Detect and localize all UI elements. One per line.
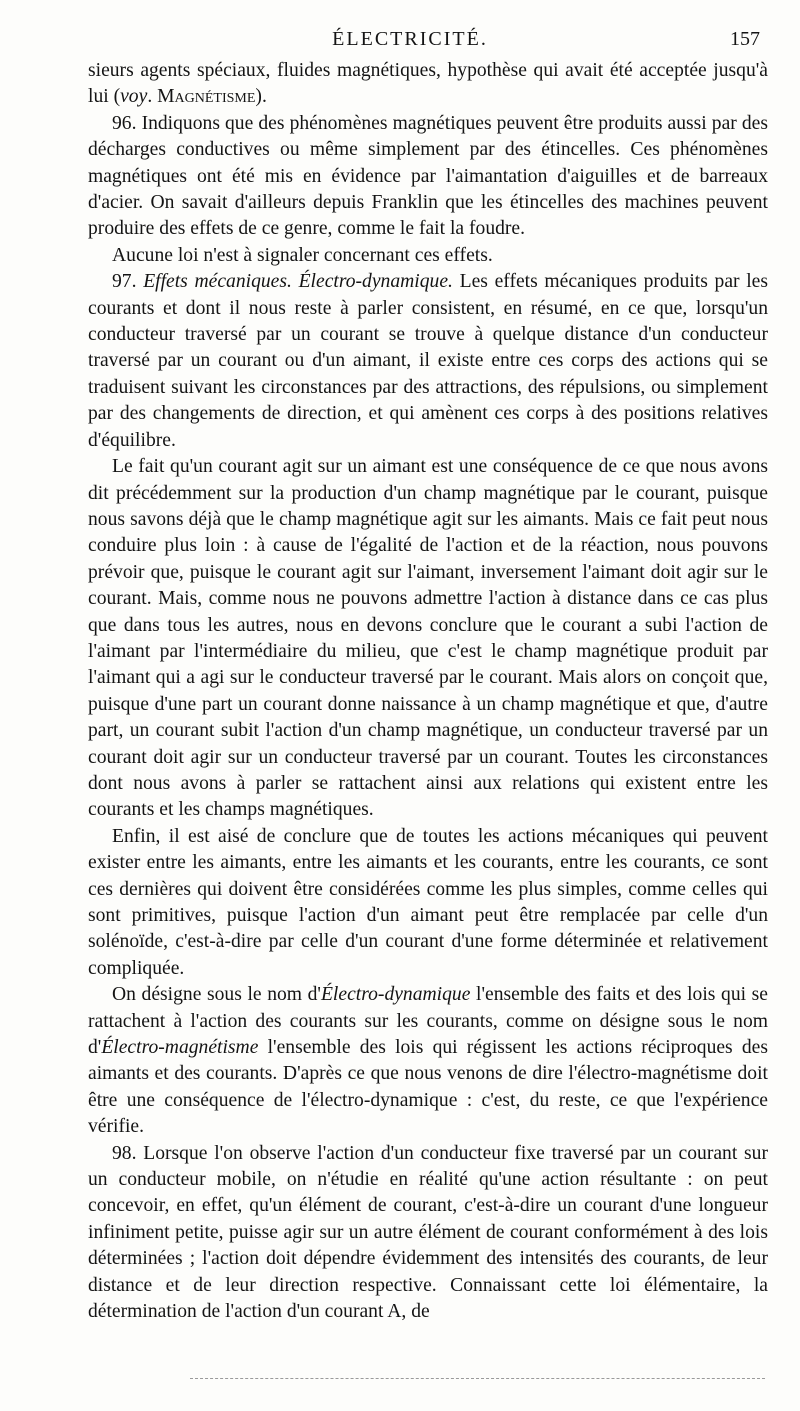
page-number: 157	[730, 28, 760, 50]
term-italic: Électro-dynamique	[320, 984, 471, 1006]
paragraph-96-note	[88, 243, 768, 269]
paragraph-97-b	[88, 454, 768, 824]
paragraph-continuation	[88, 58, 768, 111]
term-italic: Électro-magnétisme	[101, 1037, 259, 1059]
text-run: On désigne sous le nom d'	[112, 984, 321, 1006]
page-header	[60, 28, 760, 54]
paragraph-98	[88, 1141, 768, 1326]
text-run: sieurs agents spéciaux, fluides magnétiques, hypothèse qui avait été acceptée jusqu'à lui (	[88, 60, 768, 108]
text-run: Les effets mécaniques produits par les courants et dont il nous reste à parler consistent, en résumé, en ce que, lorsqu'un conducteur traversé par un courant se trouve à quelque distance d'un conducteur traversé par un courant ou d'un aimant, il existe entre ces corps des actions qui se traduisent suivant les circonstances par des attractions, des répulsions, ou simplement par des changements de direction, et qui amènent ces corps à des positions relatives d'équilibre.	[88, 271, 768, 451]
paragraph-96	[88, 111, 768, 243]
text-run-italic: voy	[120, 86, 148, 108]
text-run: 96. Indiquons que des phénomènes magnétiques peuvent être produits aussi par des décharges conductives ou même simplement par des étincelles. Ces phénomènes magnétiques ont été mis en évidence par l'aimantation d'aiguilles et de barreaux d'acier. On savait d'ailleurs depuis Franklin que les étincelles des machines peuvent produire des effets de ce genre, comme le fait la foudre.	[88, 112, 768, 240]
text-run: l'ensemble des lois qui régissent les actions réciproques des aimants et des courants. D'après ce que nous venons de dire l'électro-magnétisme doit être une conséquence de l'électro-dynamique : c'est, du reste, ce que l'expérience vérifie.	[88, 1037, 768, 1138]
text-run: Aucune loi n'est à signaler concernant ces effets.	[112, 244, 493, 266]
text-run: Le fait qu'un courant agit sur un aimant est une conséquence de ce que nous avons dit précédemment sur la production d'un champ magnétique par le courant, puisque nous savons déjà que le champ magnétique agit sur les aimants. Mais ce fait peut nous conduire plus loin : à cause de l'égalité de l'action et de la réaction, nous pouvons prévoir que, puisque le courant agit sur l'aimant, inversement l'aimant doit agir sur le courant. Mais, comme nous ne pouvons admettre l'action à distance dans ce cas plus que dans tous les autres, nous en devons conclure que le courant a subi l'action de l'aimant par l'intermédiaire du milieu, que c'est le champ magnétique produit par l'aimant qui a agi sur le conducteur traversé par le courant. Mais alors on conçoit que, puisque d'une part un courant donne naissance à un champ magnétique et que, d'autre part, un courant subit l'action d'un champ magnétique, un conducteur traversé par un courant doit agir sur un conducteur traversé par un courant. Toutes les circonstances dont nous avons à parler se rattachent ainsi aux relations qui existent entre les courants et les champs magnétiques.	[88, 456, 768, 821]
text-run: 97.	[112, 271, 144, 293]
page-body	[88, 58, 768, 1326]
text-run: Enfin, il est aisé de conclure que de toutes les actions mécaniques qui peuvent exister entre les aimants, entre les aimants et les courants, entre les courants, ce sont ces dernières qui doivent être considérées comme les plus simples, comme celles qui sont primitives, puisque l'action d'un aimant peut être remplacée par celle d'un solénoïde, c'est-à-dire par celle d'un courant d'une forme déterminée et relativement compliquée.	[88, 825, 768, 979]
paragraph-97	[88, 269, 768, 454]
text-run: ).	[255, 86, 267, 108]
section-heading-italic: Effets mécaniques. Électro-dynamique.	[143, 271, 453, 293]
text-run: 98. Lorsque l'on observe l'action d'un conducteur fixe traversé par un courant sur un conducteur mobile, on n'étudie en réalité qu'une action résultante : on peut concevoir, en effet, qu'un élément de courant, c'est-à-dire un courant d'une longueur infiniment petite, puisse agir sur un autre élément de courant conformément à des lois déterminées ; l'action doit dépendre évidemment des intensités des courants, de leur distance et de leur direction respective. Connaissant cette loi élémentaire, la détermination de l'action d'un courant A, de	[88, 1142, 768, 1323]
text-run: .	[147, 86, 158, 108]
running-title: ÉLECTRICITÉ.	[332, 28, 488, 50]
cross-reference: Magnétisme	[157, 86, 256, 108]
paragraph-97-c	[88, 824, 768, 982]
text-run: l'ensemble des faits et des lois qui se rattachent à l'action des courants sur les courants, comme on désigne sous le nom d'	[88, 984, 768, 1059]
footer-rule	[190, 1378, 765, 1379]
paragraph-97-d	[88, 982, 768, 1140]
